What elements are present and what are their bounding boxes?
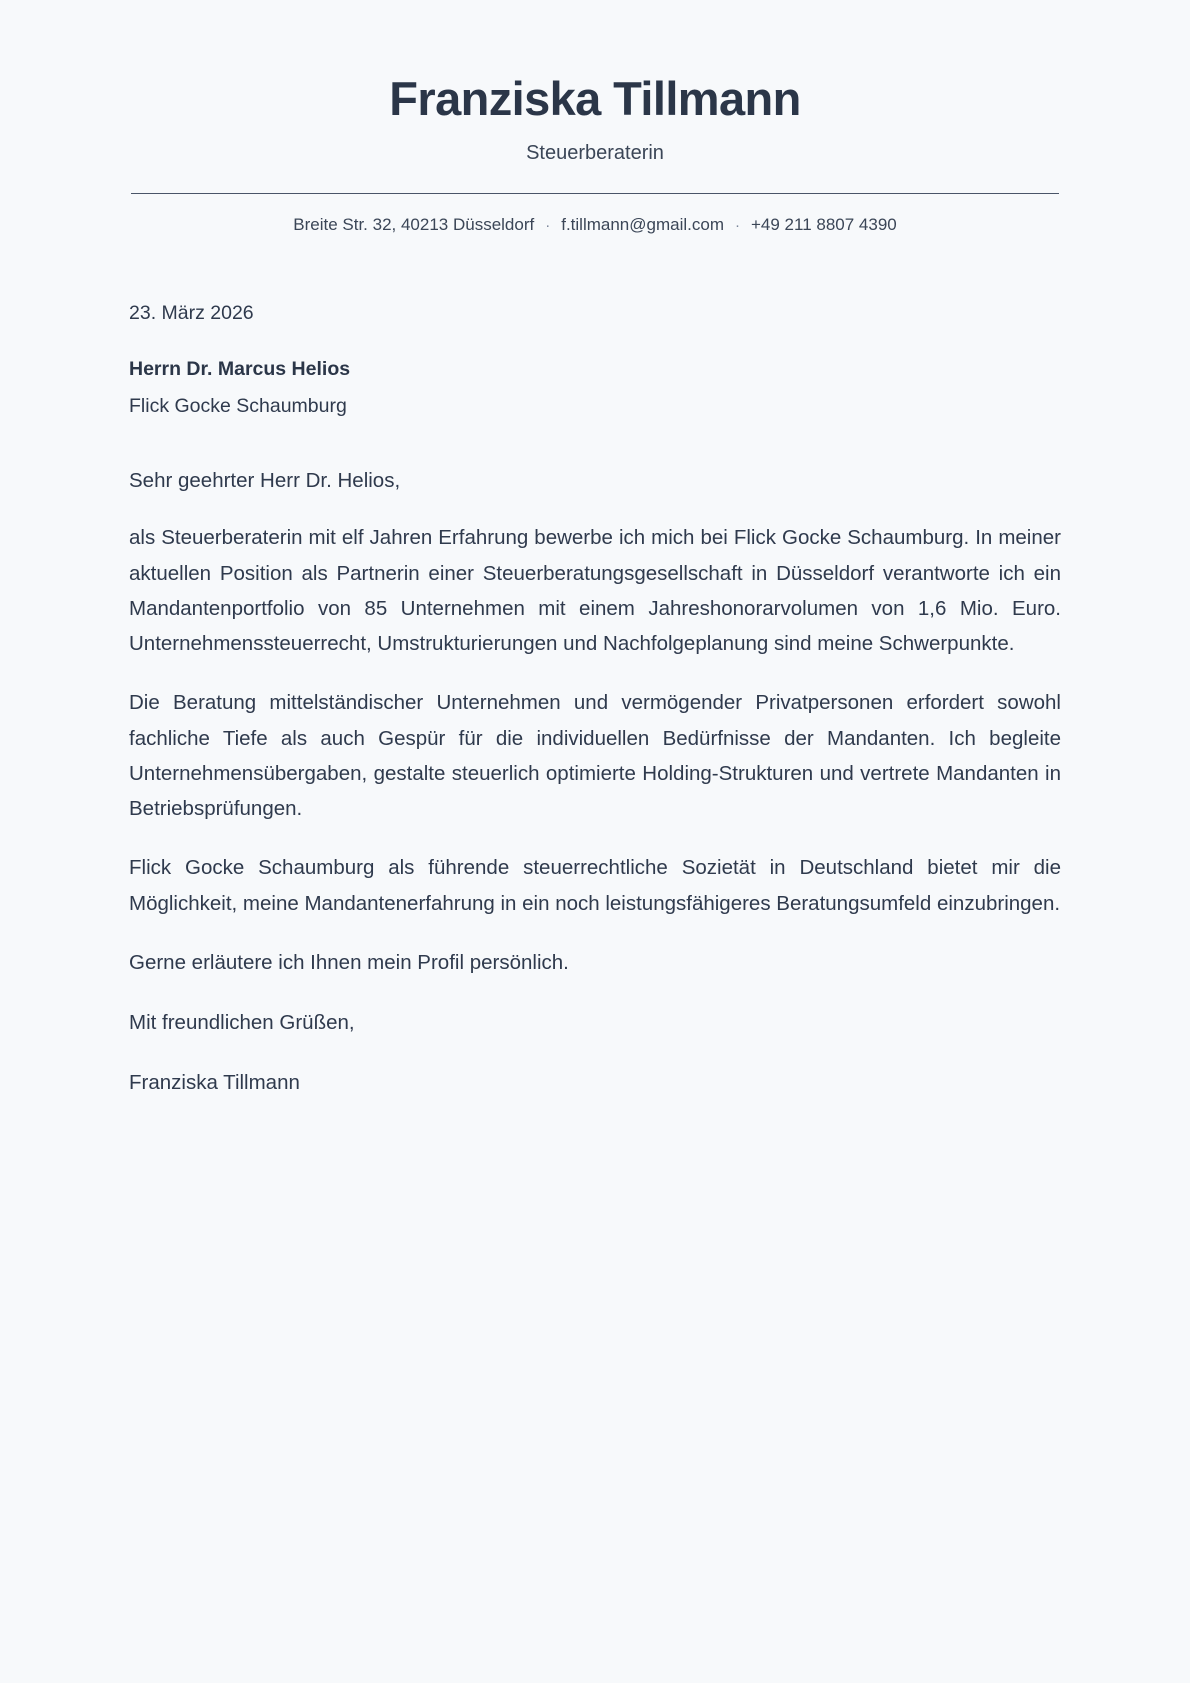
contact-email[interactable]: f.tillmann@gmail.com	[561, 215, 724, 235]
contact-phone[interactable]: +49 211 8807 4390	[750, 215, 897, 235]
letter-body	[129, 237, 1061, 1099]
body-paragraph-4: Gerne erläutere ich Ihnen mein Profil persönlich.	[129, 950, 569, 974]
salutation: Sehr geehrter Herr Dr. Helios,	[129, 468, 401, 492]
contact-separator-2: ·	[734, 217, 740, 235]
header-divider	[131, 193, 1059, 194]
applicant-name: Franziska Tillmann	[389, 72, 801, 125]
signature-name: Franziska Tillmann	[129, 1070, 300, 1094]
contact-separator-1: ·	[545, 217, 551, 235]
contact-line	[0, 213, 1190, 237]
recipient-block	[129, 355, 1061, 422]
closing-line: Mit freundlichen Grüßen,	[129, 1011, 355, 1035]
letter-header	[0, 0, 1190, 237]
recipient-name: Herrn Dr. Marcus Helios	[129, 358, 351, 381]
body-paragraph-1: als Steuerberaterin mit elf Jahren Erfahrung bewerbe ich mich bei Flick Gocke Schaumburg. In meiner aktuellen Position als Partnerin einer Steuerberatungsgesellschaft in Düsseldorf verantworte ich ein Mandantenportfolio von 85 Unternehmen mit einem Jahreshonorarvolumen von 1,6 Mio. Euro. Unternehmenssteuerrecht, Umstrukturierungen und Nachfolgeplanung sind meine Schwerpunkte.	[129, 526, 1061, 656]
body-paragraph-2: Die Beratung mittelständischer Unternehmen und vermögender Privatpersonen erfordert sowohl fachliche Tiefe als auch Gespür für die individuellen Bedürfnisse der Mandanten. Ich begleite Unternehmensübergaben, gestalte steuerlich optimierte Holding-Strukturen und vertrete Mandanten in Betriebsprüfungen.	[129, 691, 1061, 821]
contact-address: Breite Str. 32, 40213 Düsseldorf	[293, 215, 535, 235]
applicant-job-title: Steuerberaterin	[526, 142, 664, 165]
recipient-company: Flick Gocke Schaumburg	[129, 395, 347, 418]
body-paragraph-3: Flick Gocke Schaumburg als führende steuerrechtliche Sozietät in Deutschland bietet mir die Möglichkeit, meine Mandantenerfahrung in ein noch leistungsfähigeres Beratungsumfeld einzubringen.	[129, 856, 1061, 915]
letter-date: 23. März 2026	[129, 301, 254, 324]
